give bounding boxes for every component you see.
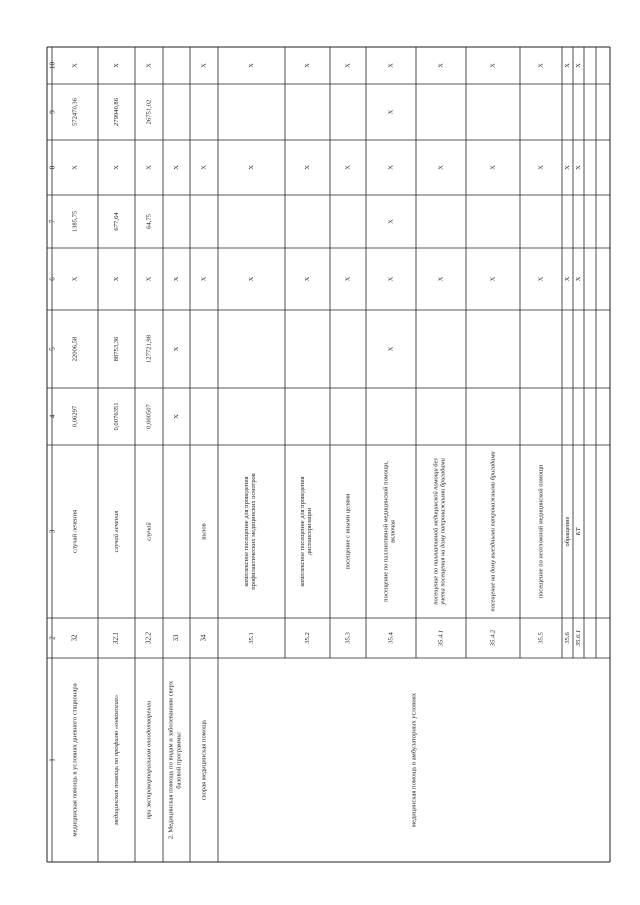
subrow-value-c5: X	[387, 346, 395, 352]
table-grid	[47, 47, 610, 862]
subrow-code: 35.1	[248, 632, 255, 644]
subrow-unit: комплексное посещение для проведениядиспансеризации	[298, 476, 314, 587]
subrow-value-c8: X	[387, 165, 395, 170]
subrow-code: 35.2	[304, 632, 311, 644]
row-value-c9: 572470,36	[71, 97, 79, 127]
subrow-value-c10: X	[344, 63, 352, 68]
subrow-unit: посещение с иными целями	[344, 493, 352, 570]
subrow-code: 35.4.1	[437, 629, 445, 647]
subrow-value-c10: X	[387, 63, 395, 68]
subrow-unit: посещение по паллиативной медицинской помощи,включая	[382, 461, 397, 602]
row-value-c5: X	[173, 346, 180, 352]
subrow-value-c10: X	[248, 63, 255, 68]
subrow-code: 35.6	[564, 632, 571, 644]
subrow-value-c10: X	[489, 63, 497, 68]
subrow-value-c8: X	[344, 165, 352, 170]
row-value-c9: 26751,02	[145, 99, 153, 125]
subrow-value-c8: X	[437, 165, 445, 170]
subrow-value-c10: X	[437, 63, 445, 68]
row-value-c5: 22006,58	[71, 336, 79, 362]
row-unit: случай лечения	[113, 510, 120, 553]
row-name: 2. Медицинская помощь по видам и заболеваниям сверхбазовой программы:	[167, 680, 183, 840]
row-value-c6: X	[113, 276, 120, 282]
row-value-c8: X	[71, 165, 79, 170]
header-number-10: 10	[48, 62, 57, 69]
subrow-unit: посещение на дому выездными патронажными бригадами	[489, 451, 497, 612]
subrow-value-c6: X	[304, 276, 311, 282]
subrow-value-c10: X	[537, 63, 545, 68]
row-code: 32	[71, 634, 79, 642]
row-value-c6: X	[173, 276, 180, 282]
row-value-c5: 88753,36	[113, 336, 120, 362]
subrow-unit: посещение по паллиативной медицинской помощи безучета посещения на дому патронажными бригадами	[432, 458, 447, 605]
row-value-c8: X	[145, 165, 153, 170]
subrow-code: 35.3	[344, 632, 352, 644]
row-value-c7: 677,64	[113, 212, 120, 231]
subrow-value-c6: X	[489, 276, 497, 282]
row-name: медицинская помощь по профилю «онкология»	[113, 694, 120, 826]
header-number-7: 7	[48, 219, 57, 224]
subrow-unit: обращение	[564, 516, 571, 547]
header-number-6: 6	[48, 277, 57, 281]
row-name: скорая медицинская помощь	[200, 719, 208, 801]
header-number-8: 8	[48, 165, 57, 170]
subrow-value-c8: X	[248, 165, 255, 170]
subrow-value-c6: X	[248, 276, 255, 282]
subrow-value-c8: X	[537, 165, 545, 170]
row-value-c10: X	[113, 63, 120, 68]
subrow-code: 35.4	[387, 632, 395, 644]
subrow-value-c6: X	[437, 276, 445, 282]
subrow-value-c6: X	[575, 276, 582, 282]
header-number-1: 1	[48, 758, 57, 762]
row-code: 34	[200, 634, 208, 642]
subrow-unit: посещение по неотложной медицинской помощи	[537, 464, 545, 599]
header-number-9: 9	[48, 110, 57, 114]
row-value-c5: 127721,98	[145, 334, 153, 364]
subrow-unit: КТ	[575, 527, 582, 536]
subrow-code: 35.5	[537, 632, 545, 644]
row-value-c10: X	[71, 63, 79, 68]
row-unit: случай лечения	[71, 509, 79, 554]
subrow-value-c8: X	[575, 165, 582, 170]
row-value-c10: X	[200, 63, 208, 68]
subrow-value-c10: X	[304, 63, 311, 68]
row-value-c4: 0,000507	[145, 404, 153, 429]
row-value-c6: X	[200, 276, 208, 282]
row-name: медицинская помощь в условиях дневного стационара	[71, 683, 79, 837]
row-value-c8: X	[200, 165, 208, 170]
subrow-value-c6: X	[344, 276, 352, 282]
header-number-4: 4	[48, 414, 57, 419]
subrow-value-c8: X	[564, 165, 571, 170]
row-value-c4: 0,0076351	[113, 402, 120, 431]
row-code: 32.2	[145, 632, 153, 644]
row-name: при экстракорпоральном оплодотворении	[145, 700, 153, 820]
group-name: медицинская помощь в амбулаторных условиях	[410, 692, 418, 828]
subrow-value-c8: X	[489, 165, 497, 170]
row-value-c6: X	[145, 276, 153, 282]
row-value-c9: 279940,86	[113, 97, 120, 127]
row-value-c7: 1385,75	[71, 210, 79, 233]
row-value-c4: 0,06297	[71, 405, 79, 428]
row-value-c4: X	[173, 414, 180, 419]
subrow-unit: комплексное посещение для проведенияпрофилактических медицинских осмотров	[242, 473, 258, 590]
row-code: 32.1	[113, 632, 120, 644]
subrow-value-c8: X	[304, 165, 311, 170]
subrow-value-c6: X	[537, 276, 545, 282]
row-value-c6: X	[71, 276, 79, 282]
row-value-c8: X	[173, 165, 180, 170]
subrow-value-c7: X	[387, 219, 395, 224]
subrow-value-c6: X	[564, 276, 571, 282]
header-number-5: 5	[48, 347, 57, 351]
header-number-3: 3	[48, 529, 57, 534]
subrow-code: 35.6.1	[575, 629, 582, 647]
subrow-value-c10: X	[575, 63, 582, 68]
subrow-code: 35.4.2	[489, 629, 497, 647]
row-value-c8: X	[113, 165, 120, 170]
row-value-c7: 64,75	[145, 214, 153, 229]
subrow-value-c9: X	[387, 109, 395, 115]
subrow-value-c10: X	[564, 63, 571, 68]
row-code: 33	[173, 634, 180, 642]
row-value-c10: X	[145, 63, 153, 68]
row-unit: случай	[145, 522, 153, 541]
row-unit: вызов	[200, 523, 208, 540]
header-number-2: 2	[48, 636, 57, 640]
subrow-value-c6: X	[387, 276, 395, 282]
table-cells	[49, 62, 583, 840]
